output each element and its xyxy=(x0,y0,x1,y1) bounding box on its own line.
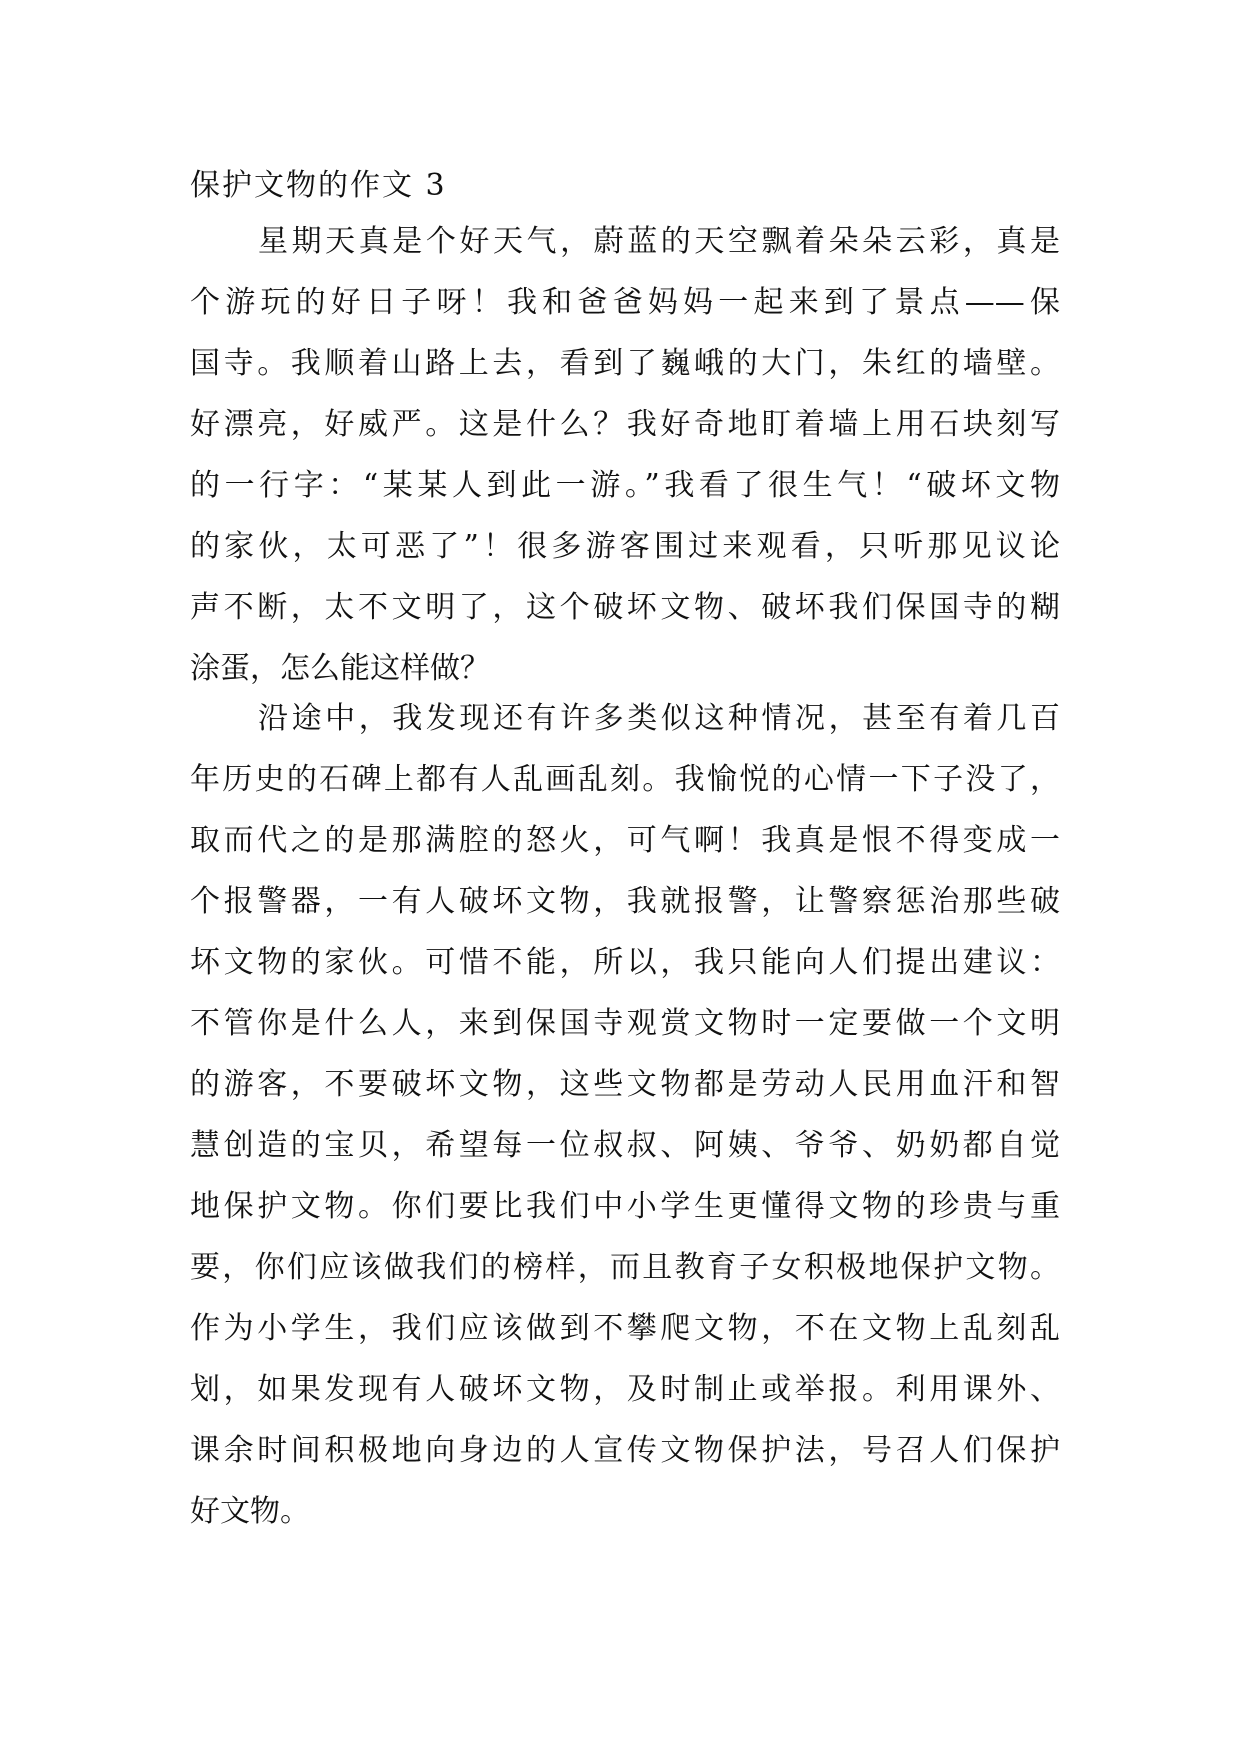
text-line: 取而代之的是那满腔的怒火，可气啊！我真是恨不得变成一 xyxy=(190,823,1060,858)
text-line: 坏文物的家伙。可惜不能，所以，我只能向人们提出建议： xyxy=(190,945,1060,980)
text-line: 作为小学生，我们应该做到不攀爬文物，不在文物上乱刻乱 xyxy=(190,1311,1060,1346)
text-line: 慧创造的宝贝，希望每一位叔叔、阿姨、爷爷、奶奶都自觉 xyxy=(190,1128,1060,1163)
text-line: 沿途中，我发现还有许多类似这种情况，甚至有着几百 xyxy=(258,701,1060,736)
text-line: 好漂亮，好威严。这是什么？我好奇地盯着墙上用石块刻写 xyxy=(190,407,1060,442)
text-line: 声不断，太不文明了，这个破坏文物、破坏我们保国寺的糊 xyxy=(190,590,1060,625)
paragraph-1 xyxy=(190,211,1060,699)
text-line: 要，你们应该做我们的榜样，而且教育子女积极地保护文物。 xyxy=(190,1250,1060,1285)
text-line: 国寺。我顺着山路上去，看到了巍峨的大门，朱红的墙壁。 xyxy=(190,346,1060,381)
text-line: 课余时间积极地向身边的人宣传文物保护法，号召人们保护 xyxy=(190,1433,1060,1468)
text-line: 个游玩的好日子呀！我和爸爸妈妈一起来到了景点——保 xyxy=(190,285,1060,320)
text-line: 地保护文物。你们要比我们中小学生更懂得文物的珍贵与重 xyxy=(190,1189,1060,1224)
text-line: 好文物。 xyxy=(190,1494,310,1529)
text-line: 的家伙，太可恶了”！很多游客围过来观看，只听那见议论 xyxy=(190,529,1060,564)
paragraph-2 xyxy=(190,688,1060,1542)
document-title: 保护文物的作文 3 xyxy=(190,168,447,203)
text-line: 的游客，不要破坏文物，这些文物都是劳动人民用血汗和智 xyxy=(190,1067,1060,1102)
text-line: 涂蛋，怎么能这样做？ xyxy=(190,651,490,686)
text-line: 划，如果发现有人破坏文物，及时制止或举报。利用课外、 xyxy=(190,1372,1060,1407)
text-line: 星期天真是个好天气，蔚蓝的天空飘着朵朵云彩，真是 xyxy=(258,224,1060,259)
text-line: 个报警器，一有人破坏文物，我就报警，让警察惩治那些破 xyxy=(190,884,1060,919)
text-line: 不管你是什么人，来到保国寺观赏文物时一定要做一个文明 xyxy=(190,1006,1060,1041)
text-line: 年历史的石碑上都有人乱画乱刻。我愉悦的心情一下子没了， xyxy=(190,762,1060,797)
text-line: 的一行字：“某某人到此一游。”我看了很生气！“破坏文物 xyxy=(190,468,1060,503)
